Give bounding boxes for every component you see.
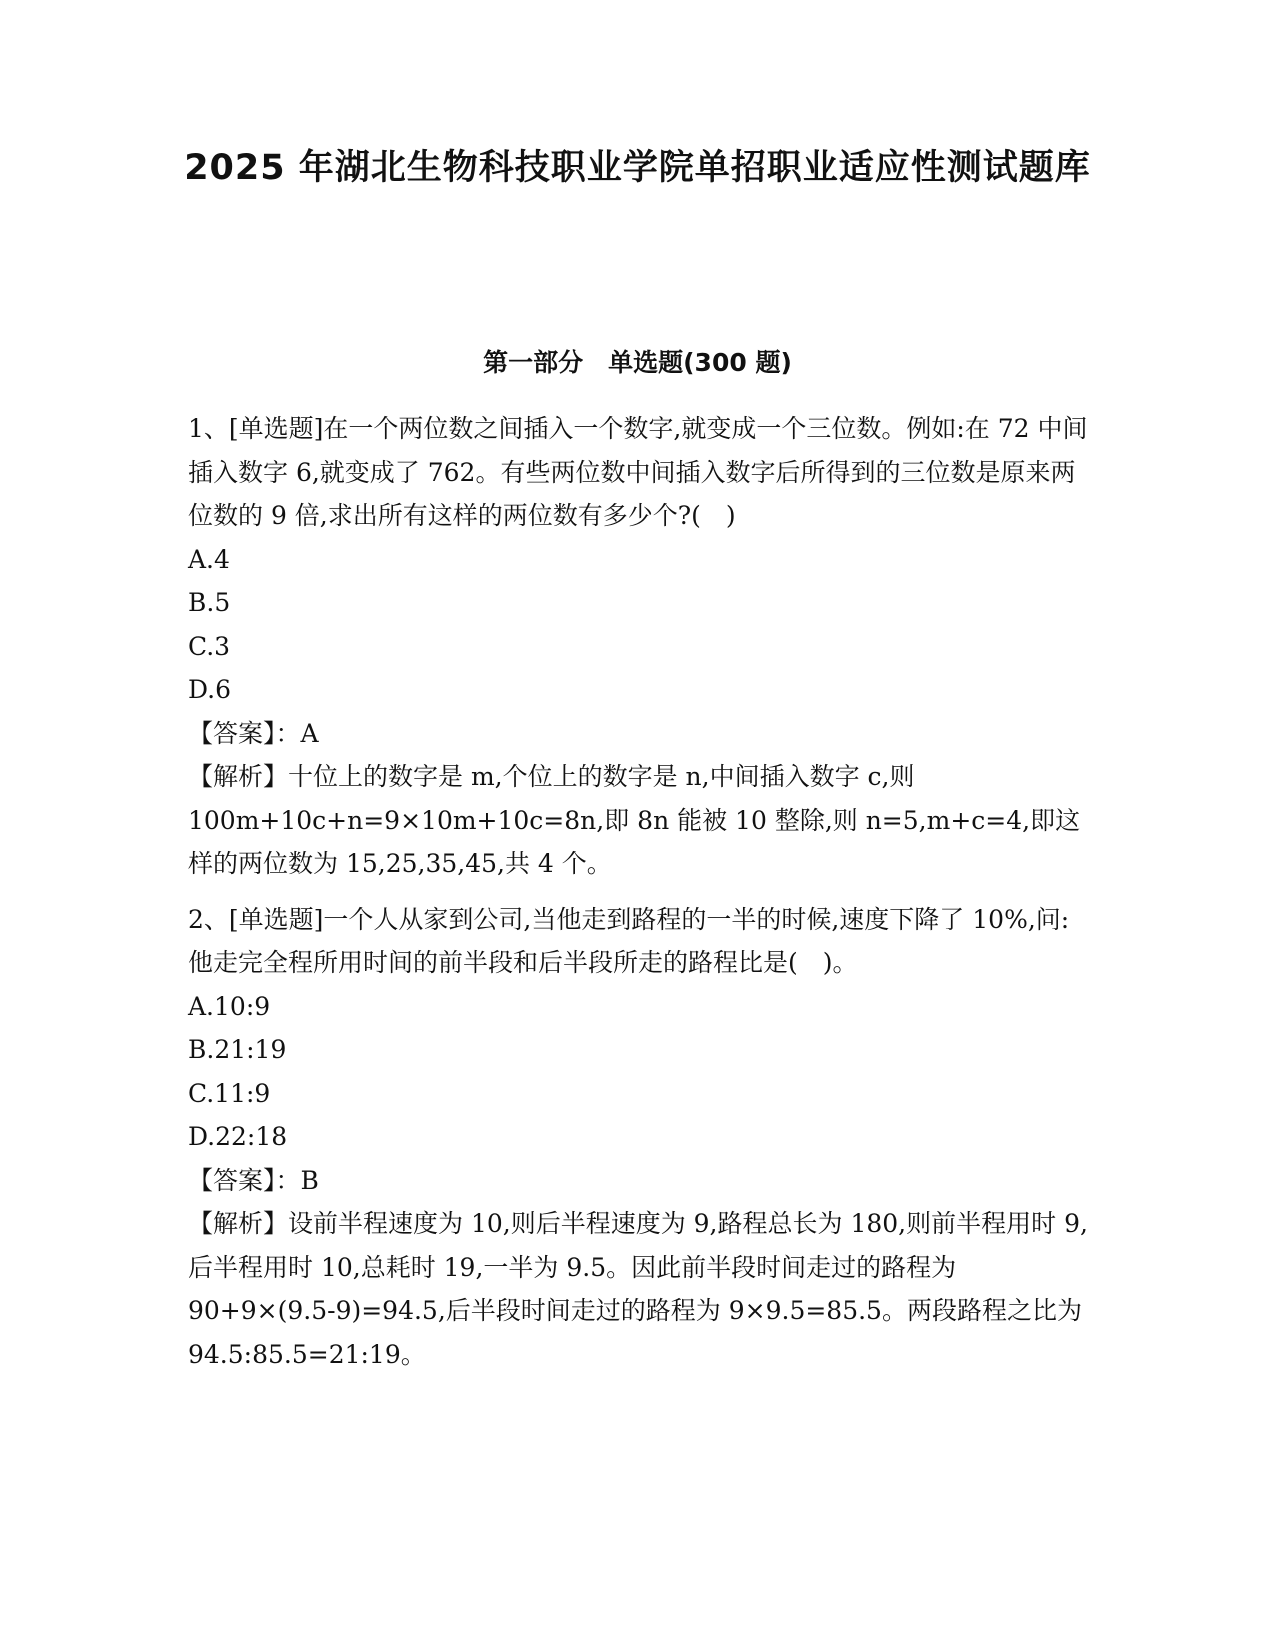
option-a: A.10:9: [188, 991, 271, 1021]
option-list: [188, 538, 1088, 712]
option-a: A.4: [188, 544, 230, 574]
option-d: D.6: [188, 675, 232, 704]
question-item: [188, 407, 1088, 886]
option-b: B.21:19: [188, 1035, 287, 1064]
answer-line: 【答案】：B: [188, 1165, 319, 1195]
option-list: [188, 985, 1088, 1159]
section-title: 第一部分 单选题(300 题): [483, 348, 792, 377]
question-list: [188, 407, 1088, 1388]
analysis-text: 【解析】十位上的数字是 m,个位上的数字是 n,中间插入数字 c,则 100m+10c+n=9×10m+10c=8n,即 8n 能被 10 整除,则 n=5,m+c=4,即这样的两位数为 15,25,35,45,共 4 个。: [188, 762, 1081, 878]
answer-line: 【答案】：A: [188, 718, 319, 748]
option-c: C.3: [188, 631, 231, 661]
question-item: [188, 898, 1088, 1377]
analysis-text: 【解析】设前半程速度为 10,则后半程速度为 9,路程总长为 180,则前半程用时 9,后半程用时 10,总耗时 19,一半为 9.5。因此前半段时间走过的路程为 90+9×(9.5-9)=94.5,后半段时间走过的路程为 9×9.5=85.5。两段路程之比为 94.5:85.5=21:19。: [188, 1209, 1088, 1369]
question-stem: 1、[单选题]在一个两位数之间插入一个数字,就变成一个三位数。例如:在 72 中间插入数字 6,就变成了 762。有些两位数中间插入数字后所得到的三位数是原来两位数的 9 倍,求出所有这样的两位数有多少个?( ): [188, 414, 1088, 530]
option-d: D.22:18: [188, 1122, 288, 1151]
question-stem: 2、[单选题]一个人从家到公司,当他走到路程的一半的时候,速度下降了 10%,问:他走完全程所用时间的前半段和后半段所走的路程比是( )。: [188, 904, 1070, 977]
option-b: B.5: [188, 588, 231, 617]
document-title: 2025 年湖北生物科技职业学院单招职业适应性测试题库: [184, 148, 1091, 188]
option-c: C.11:9: [188, 1078, 271, 1108]
